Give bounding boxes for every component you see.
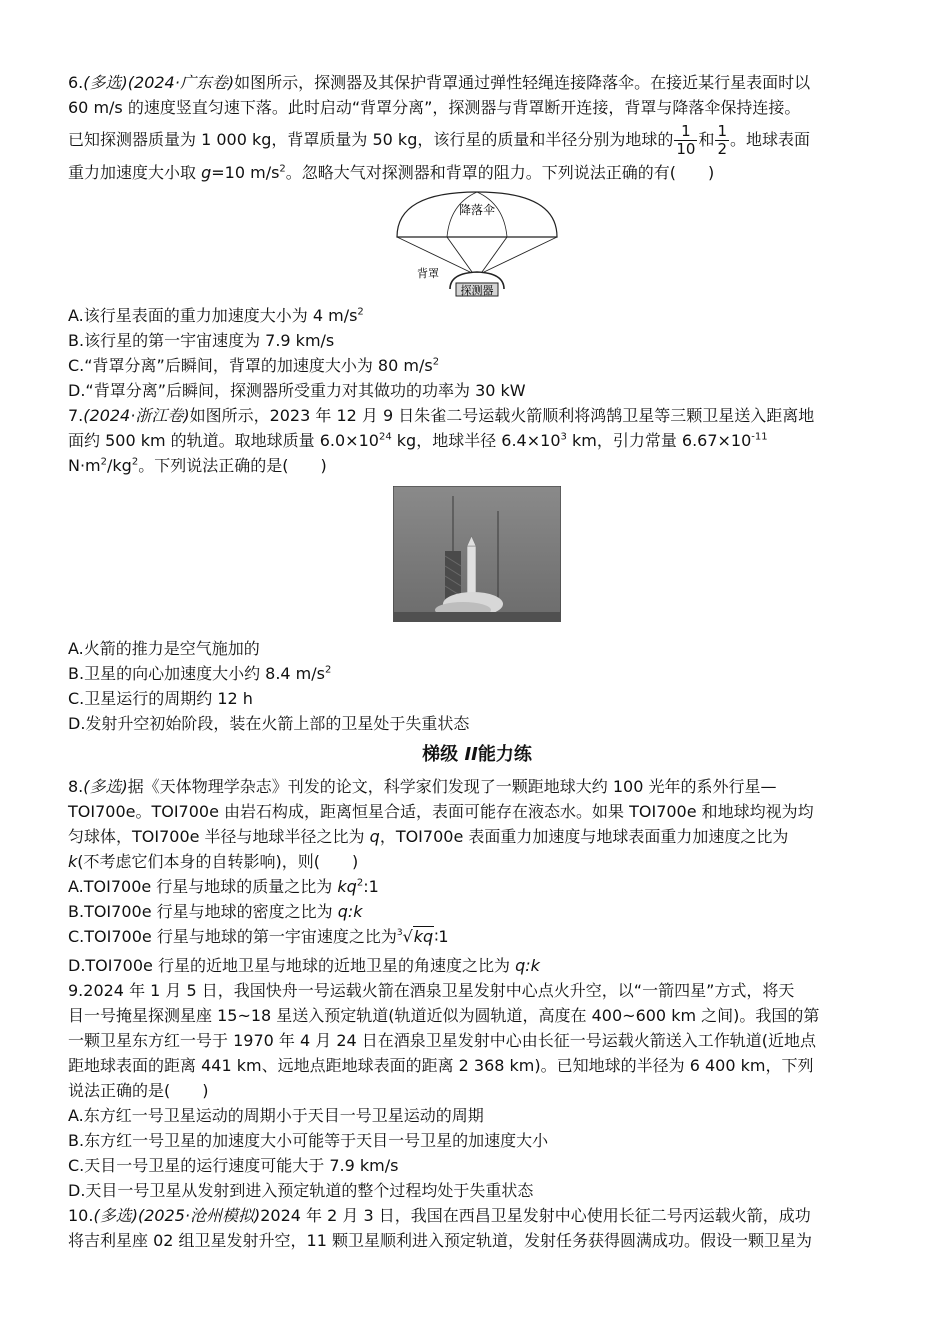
q8-text-4: (不考虑它们本身的自转影响)，则( ) <box>77 852 359 871</box>
q6-text-3a: 已知探测器质量为 1 000 kg，背罩质量为 50 kg，该行星的质量和半径分别为地球的 <box>68 130 674 149</box>
question-9 <box>68 978 886 1203</box>
cube-root: $^3$√kq <box>396 927 434 946</box>
q6-option-c-sup: 2 <box>432 356 440 368</box>
k-variable: k <box>68 852 78 871</box>
q8-option-c-post: ∶1 <box>434 927 449 946</box>
q6-line-2: 60 m/s 的速度竖直匀速下落。此时启动“背罩分离”，探测器与背罩断开连接，背罩与降落伞保持连接。 <box>68 98 801 117</box>
q6-text-4b: =10 m/s <box>211 163 280 182</box>
q9-line-3: 一颗卫星东方红一号于 1970 年 4 月 24 日在酒泉卫星发射中心由长征一号运载火箭送入工作轨道(近地点 <box>68 1031 817 1050</box>
q6-line-4 <box>68 160 886 185</box>
q10-text-1: 2024 年 2 月 3 日，我国在西昌卫星发射中心使用长征二号丙运载火箭，成功 <box>260 1206 811 1225</box>
q6-options <box>68 303 886 403</box>
q7-exp-3: 3 <box>560 431 567 443</box>
q7-exp-24: 24 <box>378 431 392 443</box>
q9-option-d: D.天目一号卫星从发射到进入预定轨道的整个过程均处于失重状态 <box>68 1181 534 1200</box>
q6-option-c <box>68 353 886 378</box>
q7-line-2 <box>68 428 886 453</box>
section-heading <box>68 740 886 770</box>
g-variable: g <box>201 163 212 182</box>
q7-option-d <box>68 711 886 736</box>
q7-option-b-text: B.卫星的向心加速度大小约 8.4 m/s <box>68 664 325 683</box>
q9-line-4: 距地球表面的距离 441 km、远地点距地球表面的距离 2 368 km)。已知地球的半径为 6 400 km，下列 <box>68 1056 814 1075</box>
rocket-photo-figure <box>68 486 886 628</box>
q7-line-1 <box>68 403 886 428</box>
parachute-figure <box>68 189 886 299</box>
q7-text-2b: kg，地球半径 6.4×10 <box>391 431 561 450</box>
parachute-diagram <box>392 189 562 297</box>
q8-text-3a: 匀球体，TOI700e 半径与地球半径之比为 <box>68 827 370 846</box>
q7-options <box>68 636 886 736</box>
q6-number: 6. <box>68 73 84 92</box>
q10-line-1 <box>68 1203 886 1228</box>
q6-option-d-text: D.“背罩分离”后瞬间，探测器所受重力对其做功的功率为 30 kW <box>68 381 526 400</box>
q7-option-b <box>68 661 886 686</box>
q8-number: 8. <box>68 777 84 796</box>
q7-text-3a: N·m <box>68 456 101 475</box>
q8-text-1: 据《天体物理学杂志》刊发的论文，科学家们发现了一颗距地球大约 100 光年的系外行星— <box>127 777 777 796</box>
backshell-label: 背罩 <box>417 267 439 280</box>
section-heading-roman: II <box>464 744 478 765</box>
q8-line-2: TOI700e。TOI700e 由岩石构成，距离恒星合适，表面可能存在液态水。如果 TOI700e 和地球均视为均 <box>68 802 814 821</box>
q8-option-b-text: B.TOI700e 行星与地球的密度之比为 <box>68 902 338 921</box>
q7-text-3c: 。下列说法正确的是( ) <box>138 456 327 475</box>
q8-option-a-sup: 2 <box>356 877 364 889</box>
q8-option-a <box>68 874 886 899</box>
q6-option-a-text: A.该行星表面的重力加速度大小为 4 m/s <box>68 306 358 325</box>
q8-option-a-text: A.TOI700e 行星与地球的质量之比为 <box>68 877 338 896</box>
q8-line-3 <box>68 824 886 849</box>
q7-exp-minus11: -11 <box>751 431 768 443</box>
worksheet-page <box>68 70 886 1253</box>
question-8 <box>68 774 886 978</box>
q6-option-a-sup: 2 <box>357 306 364 318</box>
q7-exp-kg2: 2 <box>131 456 139 468</box>
q9-line-2: 目一号掩星探测星座 15~18 星送入预定轨道(轨道近似为圆轨道，高度在 400~600 km 之间)。我国的第 <box>68 1006 820 1025</box>
frac1-denominator: 10 <box>676 140 696 158</box>
q10-number: 10. <box>68 1206 94 1225</box>
probe-label: 探测器 <box>460 284 494 297</box>
question-7 <box>68 403 886 736</box>
q8-option-b-expr: q:k <box>337 902 363 921</box>
q8-option-a-expr: kq <box>337 877 357 896</box>
q9-text-1: 2024 年 1 月 5 日，我国快舟一号运载火箭在酒泉卫星发射中心点火升空，以“一箭四星”方式，将天 <box>83 981 795 1000</box>
q6-option-b-text: B.该行星的第一宇宙速度为 7.9 km/s <box>68 331 335 350</box>
q9-option-c: C.天目一号卫星的运行速度可能大于 7.9 km/s <box>68 1156 399 1175</box>
parachute-label: 降落伞 <box>458 203 496 217</box>
q8-option-d-text: D.TOI700e 行星的近地卫星与地球的近地卫星的角速度之比为 <box>68 956 516 975</box>
q9-number: 9. <box>68 981 84 1000</box>
q8-line-1 <box>68 774 886 799</box>
q8-option-c <box>68 924 886 953</box>
q6-text-4c: 。忽略大气对探测器和背罩的阻力。下列说法正确的有( ) <box>285 163 715 182</box>
ground <box>393 612 561 622</box>
q9-option-a: A.东方红一号卫星运动的周期小于天目一号卫星运动的周期 <box>68 1106 484 1125</box>
rocket-body <box>467 546 476 594</box>
q10-multi-tag: (多选) <box>93 1206 138 1225</box>
q7-text-2c: km，引力常量 6.67×10 <box>566 431 752 450</box>
frac1-numerator: 1 <box>674 123 697 141</box>
q7-text-1: 如图所示，2023 年 12 月 9 日朱雀二号运载火箭顺利将鸿鹄卫星等三颗卫星送入距离地 <box>189 406 815 425</box>
q7-line-3 <box>68 453 886 478</box>
q7-option-c <box>68 686 886 711</box>
q6-text-4a: 重力加速度大小取 <box>68 163 202 182</box>
question-6 <box>68 70 886 403</box>
q7-option-d-text: D.发射升空初始阶段，装在火箭上部的卫星处于失重状态 <box>68 714 470 733</box>
q-variable: q <box>369 827 380 846</box>
q8-text-3b: ，TOI700e 表面重力加速度与地球表面重力加速度之比为 <box>379 827 789 846</box>
q8-option-a-post: :1 <box>363 877 379 896</box>
root-index: 3 <box>396 928 403 938</box>
q7-option-a <box>68 636 886 661</box>
q6-option-c-text: C.“背罩分离”后瞬间，背罩的加速度大小为 80 m/s <box>68 356 433 375</box>
section-heading-pre: 梯级 <box>422 744 465 765</box>
q6-text-1: 如图所示，探测器及其保护背罩通过弹性轻绳连接降落伞。在接近某行星表面时以 <box>234 73 811 92</box>
q10-line-2: 将吉利星座 02 组卫星发射升空，11 颗卫星顺利进入预定轨道，发射任务获得圆满成功。假设一颗卫星为 <box>68 1231 812 1250</box>
q7-option-a-text: A.火箭的推力是空气施加的 <box>68 639 260 658</box>
q6-text-3b: 。地球表面 <box>730 130 811 149</box>
q8-line-4 <box>68 849 886 874</box>
frac2-numerator: 1 <box>717 122 728 140</box>
q7-text-3b: /kg <box>107 456 132 475</box>
fraction-one-tenth <box>674 123 697 158</box>
section-heading-post: 能力练 <box>477 744 532 765</box>
q9-line-1 <box>68 978 886 1003</box>
q7-exp-m2: 2 <box>100 456 108 468</box>
q8-multi-tag: (多选) <box>83 777 128 796</box>
q8-option-d-expr: q:k <box>515 956 540 975</box>
root-radicand: kq <box>413 927 434 946</box>
q6-option-b <box>68 328 886 353</box>
q6-multi-tag: (多选) <box>83 73 128 92</box>
frac2-denominator: 2 <box>717 140 728 158</box>
q9-line-5: 说法正确的是( ) <box>68 1081 209 1100</box>
q6-line-3 <box>68 120 886 160</box>
q8-option-b <box>68 899 886 924</box>
question-10 <box>68 1203 886 1253</box>
q6-source: (2024·广东卷) <box>127 73 235 92</box>
q7-option-c-text: C.卫星运行的周期约 12 h <box>68 689 253 708</box>
q7-source: (2024·浙江卷) <box>83 406 190 425</box>
q8-option-c-text: C.TOI700e 行星与地球的第一宇宙速度之比为 <box>68 927 397 946</box>
q6-option-a <box>68 303 886 328</box>
q7-text-2a: 面约 500 km 的轨道。取地球质量 6.0×10 <box>68 431 379 450</box>
q6-superscript: 2 <box>279 163 286 175</box>
q7-option-b-sup: 2 <box>325 664 332 676</box>
q7-number: 7. <box>68 406 84 425</box>
q6-line-1 <box>68 70 886 95</box>
q9-option-b: B.东方红一号卫星的加速度大小可能等于天目一号卫星的加速度大小 <box>68 1131 549 1150</box>
q6-option-d <box>68 378 886 403</box>
fraction-one-half <box>715 123 729 158</box>
q10-source: (2025·沧州模拟) <box>137 1206 261 1225</box>
q8-option-d <box>68 953 886 978</box>
q6-and: 和 <box>698 130 715 149</box>
rocket-launch-photo <box>393 486 561 622</box>
